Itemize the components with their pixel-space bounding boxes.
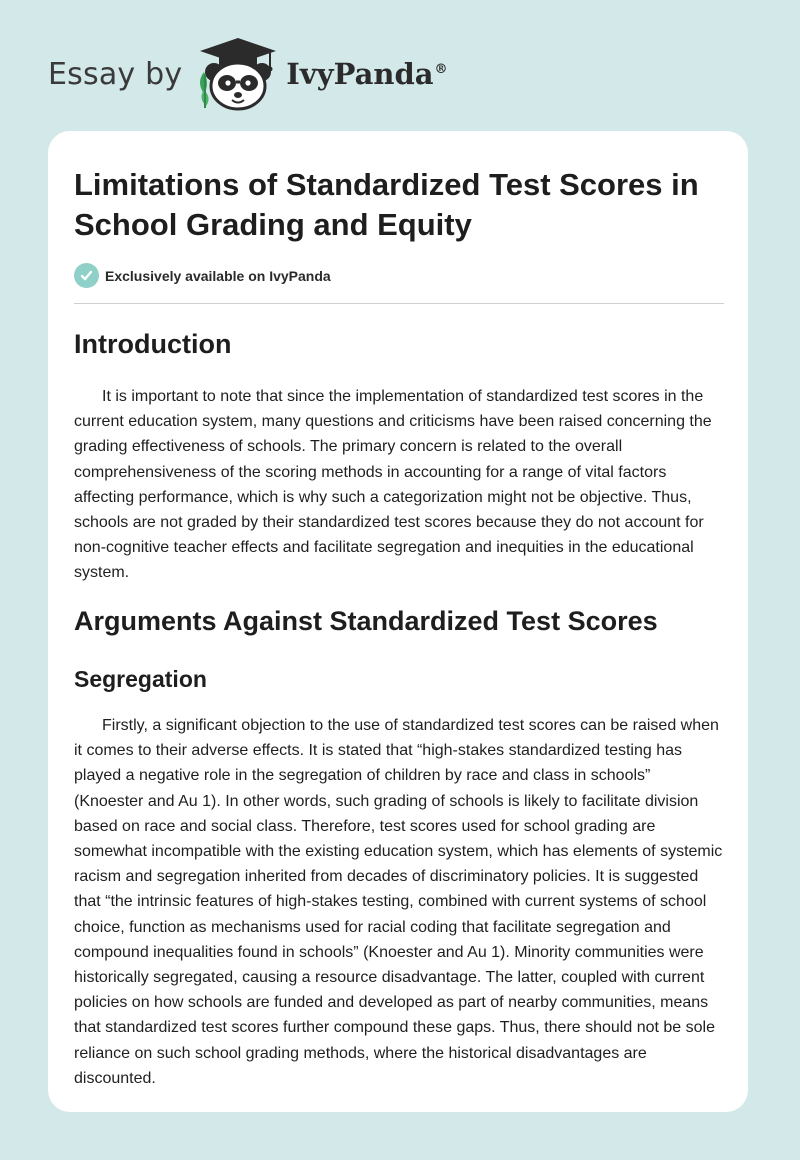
checkmark-icon bbox=[74, 263, 99, 288]
page-title: Limitations of Standardized Test Scores in School Grading and Equity bbox=[74, 167, 699, 242]
exclusive-label: Exclusively available on IvyPanda bbox=[105, 267, 331, 284]
introduction-heading: Introduction bbox=[74, 329, 232, 359]
brand-prefix: Essay by bbox=[48, 56, 183, 92]
essay-card bbox=[48, 131, 748, 1112]
brand-name: IvyPanda® bbox=[286, 57, 448, 91]
arguments-heading: Arguments Against Standardized Test Scores bbox=[74, 606, 658, 636]
segregation-heading: Segregation bbox=[74, 666, 207, 692]
exclusive-badge bbox=[74, 263, 331, 288]
panda-graduate-icon[interactable] bbox=[192, 36, 284, 112]
segregation-paragraph: Firstly, a significant objection to the use of standardized test scores can be raised when it comes to their adverse effects. It is stated that “high-stakes standardized testing has played a negative role in the segregation of children by race and class in schools” (Knoester and Au 1). In other words, such grading of schools is likely to facilitate division based on race and social class. Therefore, test scores used for school grading are somewhat incompatible with the existing education system, which has elements of systemic racism and segregation inherited from decades of discriminatory policies. It is suggested that “the intrinsic features of high-stakes testing, combined with current systems of school choice, function as mechanisms used for racial coding that facilitate segregation and compound inequalities found in schools” (Knoester and Au 1). Minority communities were historically segregated, causing a resource disadvantage. The latter, coupled with current policies on how schools are funded and developed as part of nearby communities, means that standardized test scores further compound these gaps. Thus, there should not be sole reliance on such school grading methods, where the historical disadvantages are discounted. bbox=[74, 717, 723, 1087]
site-header bbox=[48, 36, 448, 112]
introduction-paragraph: It is important to note that since the implementation of standardized test scores in the current education system, many questions and criticisms have been raised concerning the grading effectiveness of schools. The primary concern is related to the overall comprehensiveness of the scoring methods in accounting for a range of vital factors affecting performance, which is why such a categorization might not be objective. Thus, schools are not graded by their standardized test scores because they do not account for non-cognitive teacher effects and facilitate segregation and inequities in the educational system. bbox=[74, 388, 712, 582]
divider bbox=[74, 303, 724, 304]
